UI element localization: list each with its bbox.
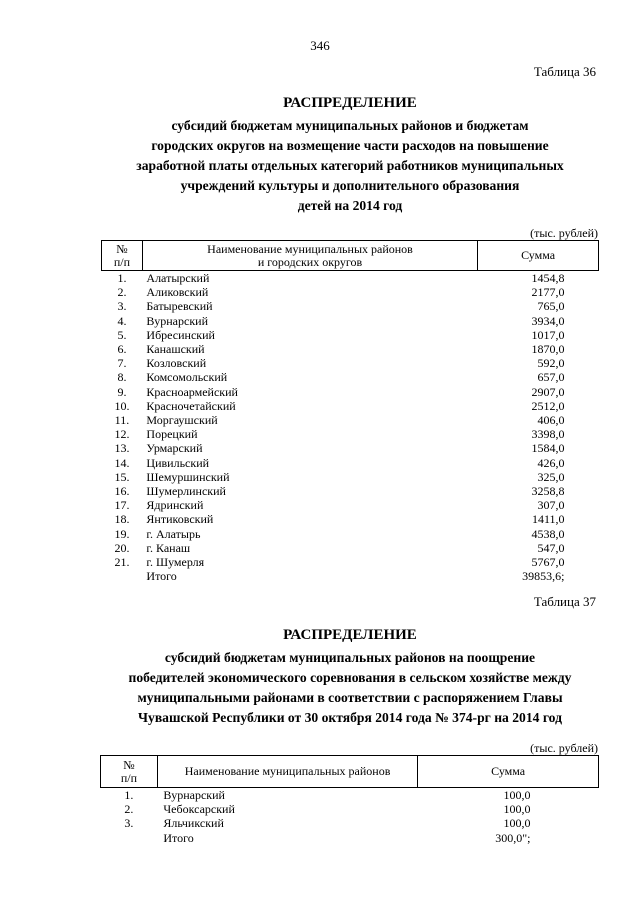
table-row (102, 555, 599, 569)
row-name: Моргаушский (146, 413, 218, 428)
table-36-header-name (142, 241, 477, 271)
row-sum: 1870,0 (531, 342, 565, 357)
row-sum: 100,0 (503, 802, 531, 817)
row-sum: 2512,0 (531, 398, 565, 413)
table-row (101, 802, 599, 816)
table-row (102, 413, 599, 427)
row-sum: 100,0 (503, 788, 531, 802)
row-name: г. Алатырь (146, 526, 201, 541)
table-37-subtitle-line: Чувашской Республики от 30 октября 2014 года № 374-рг на 2014 год (138, 710, 562, 725)
row-sum: 5767,0 (531, 555, 565, 570)
row-num: 8. (117, 370, 127, 385)
row-name: Комсомольский (146, 370, 228, 385)
row-num: 3. (124, 816, 134, 831)
table-36 (101, 240, 599, 583)
table-row (102, 385, 599, 399)
header-num-line: № (123, 757, 135, 772)
row-num (101, 831, 158, 845)
row-num (102, 569, 143, 583)
row-num: 14. (114, 455, 130, 470)
row-num: 21. (114, 555, 130, 570)
table-row (102, 299, 599, 313)
row-sum: 2907,0 (531, 384, 565, 399)
row-sum: 765,0 (537, 299, 565, 314)
row-sum: 547,0 (537, 540, 565, 555)
row-sum: 39853,6; (522, 569, 565, 584)
table-37-heading (50, 627, 640, 728)
row-name: Алатырский (146, 271, 210, 285)
table-row (102, 285, 599, 299)
table-row (101, 816, 599, 830)
table-row (102, 342, 599, 356)
row-num: 20. (114, 540, 130, 555)
row-num: 4. (117, 313, 127, 328)
table-36-label: Таблица 36 (533, 64, 596, 79)
row-sum: 100,0 (503, 816, 531, 831)
table-36-heading (60, 95, 640, 216)
table-row (102, 498, 599, 512)
row-num: 15. (114, 469, 130, 484)
table-37-subtitle-line: победителей экономического соревнования в сельском хозяйстве между (128, 670, 572, 685)
row-name: Красночетайский (146, 398, 236, 413)
table-row (102, 328, 599, 342)
row-name: Цивильский (146, 455, 210, 470)
row-name: г. Шумерля (146, 555, 205, 570)
row-num: 10. (114, 398, 130, 413)
row-num: 1. (124, 788, 134, 802)
row-num: 1. (117, 271, 127, 285)
table-row (102, 527, 599, 541)
table-row (102, 541, 599, 555)
table-37-title: РАСПРЕДЕЛЕНИЕ (283, 627, 417, 643)
table-37-subtitle-line: муниципальными районами в соответствии с распоряжением Главы (137, 690, 563, 705)
table-37 (100, 755, 599, 845)
row-name: Вурнарский (163, 788, 225, 802)
row-sum: 2177,0 (531, 285, 565, 300)
row-num: 16. (114, 484, 130, 499)
table-36-subtitle-line: заработной платы отдельных категорий работников муниципальных (136, 158, 564, 173)
row-num: 9. (117, 384, 127, 399)
row-sum: 300,0"; (495, 830, 531, 845)
row-name: Батыревский (146, 299, 213, 314)
header-name-line: Наименование муниципальных районов (207, 241, 413, 256)
table-37-units: (тыс. рублей) (530, 741, 598, 755)
row-name: Янтиковский (146, 512, 214, 527)
row-num: 3. (117, 299, 127, 314)
table-row (102, 470, 599, 484)
table-row (102, 356, 599, 370)
row-sum: 3258,8 (531, 484, 565, 499)
table-36-subtitle-line: субсидий бюджетам муниципальных районов и бюджетам (171, 118, 529, 133)
row-name: Козловский (146, 356, 207, 371)
table-36-title: РАСПРЕДЕЛЕНИЕ (283, 95, 417, 111)
header-num-line: № (116, 241, 128, 256)
row-name: Шемуршинский (146, 469, 230, 484)
table-row (102, 314, 599, 328)
row-name: Аликовский (146, 285, 209, 300)
row-name: Урмарский (146, 441, 203, 456)
table-total-row (102, 569, 599, 583)
table-36-subtitle-line: детей на 2014 год (297, 198, 403, 213)
row-sum: 1584,0 (531, 441, 565, 456)
row-sum: 1454,8 (531, 271, 565, 285)
row-name: Красноармейский (146, 384, 238, 399)
row-sum: 1411,0 (531, 512, 565, 527)
table-37-label: Таблица 37 (533, 594, 596, 609)
table-36-subtitle (60, 116, 640, 216)
table-row (102, 427, 599, 441)
row-num: 2. (117, 285, 127, 300)
row-sum: 307,0 (537, 498, 565, 513)
row-name: Итого (146, 569, 177, 584)
table-37-header-name: Наименование муниципальных районов (157, 756, 417, 788)
table-36-header-sum: Сумма (478, 241, 599, 271)
header-num-line: п/п (120, 770, 138, 785)
header-num-line: п/п (113, 254, 131, 269)
table-row (101, 788, 599, 803)
row-name: г. Канаш (146, 540, 191, 555)
table-row (102, 512, 599, 526)
page-number: 346 (310, 38, 330, 53)
row-num: 12. (114, 427, 130, 442)
table-total-row (101, 831, 599, 845)
table-row (102, 484, 599, 498)
row-sum: 406,0 (537, 413, 565, 428)
row-name: Вурнарский (146, 313, 208, 328)
row-num: 7. (117, 356, 127, 371)
table-36-subtitle-line: городских округов на возмещение части расходов на повышение (151, 138, 549, 153)
row-name: Яльчикский (163, 816, 224, 831)
row-name: Ядринский (146, 498, 204, 513)
row-sum: 325,0 (537, 469, 565, 484)
table-37-header-sum: Сумма (418, 756, 599, 788)
row-name: Шумерлинский (146, 484, 226, 499)
table-37-header-num (101, 756, 158, 788)
row-name: Канашский (146, 342, 205, 357)
header-name-line: и городских округов (257, 254, 363, 269)
table-row (102, 271, 599, 286)
row-num: 13. (114, 441, 130, 456)
table-row (102, 370, 599, 384)
row-sum: 592,0 (537, 356, 565, 371)
row-sum: 657,0 (537, 370, 565, 385)
table-row (102, 441, 599, 455)
table-row (102, 456, 599, 470)
table-36-units: (тыс. рублей) (530, 226, 598, 240)
row-num: 2. (124, 802, 134, 817)
row-sum: 4538,0 (531, 526, 565, 541)
row-name: Порецкий (146, 427, 198, 442)
row-sum: 1017,0 (531, 327, 565, 342)
table-37-subtitle (50, 648, 640, 728)
table-row (102, 399, 599, 413)
row-sum: 426,0 (537, 455, 565, 470)
row-name: Чебоксарский (163, 802, 235, 817)
row-num: 19. (114, 526, 130, 541)
table-37-subtitle-line: субсидий бюджетам муниципальных районов на поощрение (164, 650, 536, 665)
row-num: 5. (117, 327, 127, 342)
table-36-subtitle-line: учреждений культуры и дополнительного образования (180, 178, 520, 193)
row-name: Ибресинский (146, 327, 215, 342)
row-num: 18. (114, 512, 130, 527)
row-sum: 3398,0 (531, 427, 565, 442)
row-name: Итого (163, 830, 194, 845)
row-num: 17. (114, 498, 130, 513)
table-36-header-num (102, 241, 143, 271)
row-sum: 3934,0 (531, 313, 565, 328)
row-num: 6. (117, 342, 127, 357)
row-num: 11. (114, 413, 130, 428)
